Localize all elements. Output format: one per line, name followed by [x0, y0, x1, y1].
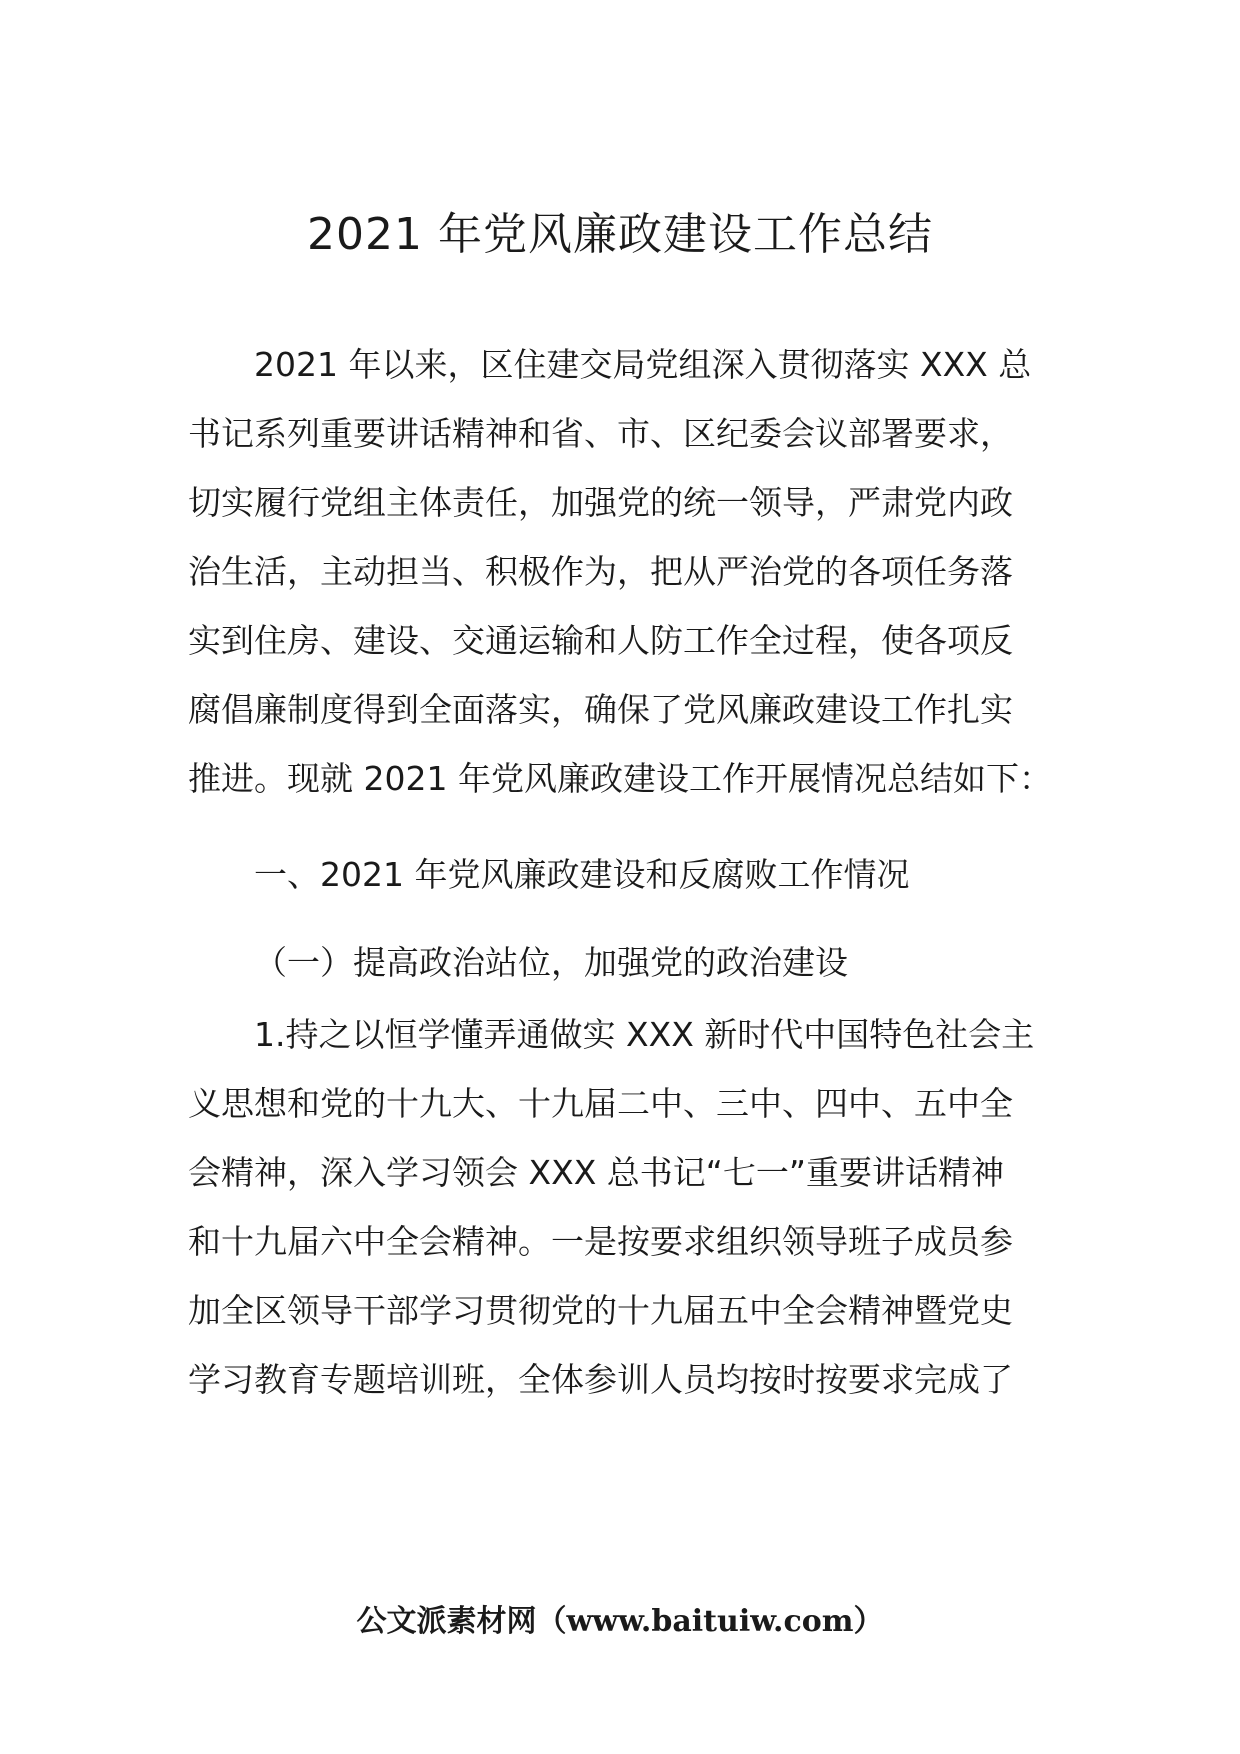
paragraph-line: 义思想和党的十九大、十九届二中、三中、四中、五中全 [188, 1084, 1013, 1123]
subsection-heading: （一）提高政治站位，加强党的政治建设 [254, 943, 848, 982]
document-title: 2021 年党风廉政建设工作总结 [307, 209, 933, 260]
paragraph-line: 切实履行党组主体责任，加强党的统一领导，严肃党内政 [188, 483, 1013, 522]
paragraph-line: 加全区领导干部学习贯彻党的十九届五中全会精神暨党史 [188, 1291, 1013, 1330]
paragraph-line: 治生活，主动担当、积极作为，把从严治党的各项任务落 [188, 552, 1013, 591]
paragraph-line: 书记系列重要讲话精神和省、市、区纪委会议部署要求， [188, 414, 1013, 453]
paragraph-line: 学习教育专题培训班，全体参训人员均按时按要求完成了 [188, 1360, 1013, 1399]
paragraph-line: 推进。现就 2021 年党风廉政建设工作开展情况总结如下： [188, 759, 1052, 798]
paragraph-line: 1.持之以恒学懂弄通做实 XXX 新时代中国特色社会主 [254, 1015, 1035, 1054]
paragraph-line: 腐倡廉制度得到全面落实，确保了党风廉政建设工作扎实 [188, 690, 1013, 729]
section-heading: 一、2021 年党风廉政建设和反腐败工作情况 [254, 855, 910, 894]
paragraph-line: 和十九届六中全会精神。一是按要求组织领导班子成员参 [188, 1222, 1013, 1261]
footer-watermark: 公文派素材网（www.baituiw.com） [356, 1604, 884, 1639]
paragraph-line: 实到住房、建设、交通运输和人防工作全过程，使各项反 [188, 621, 1013, 660]
paragraph-line: 会精神，深入学习领会 XXX 总书记“七一”重要讲话精神 [188, 1153, 1004, 1192]
paragraph-line: 2021 年以来，区住建交局党组深入贯彻落实 XXX 总 [254, 345, 1032, 384]
